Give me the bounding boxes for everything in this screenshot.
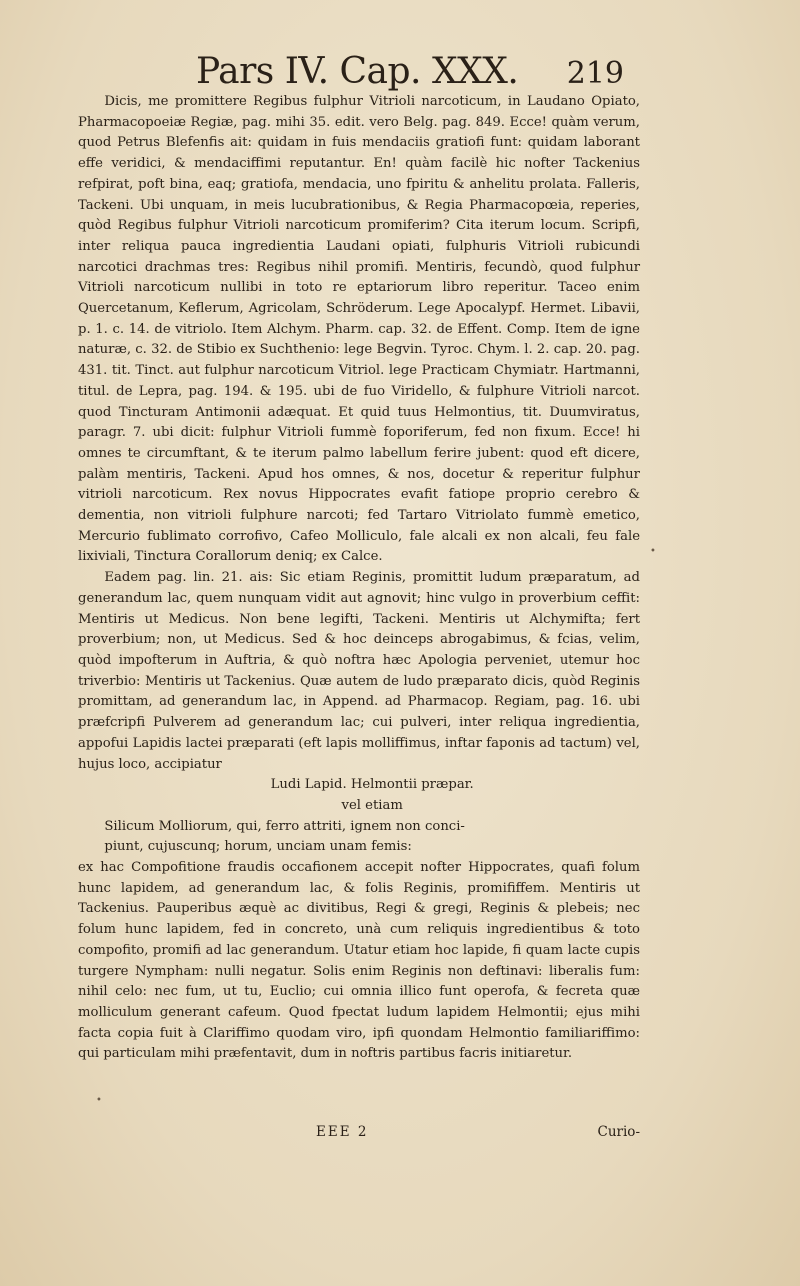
page-footer xyxy=(78,1124,640,1144)
closing-paragraph: ex hac Compofitione fraudis occafionem accepit nofter Hippocrates, quafi folum hunc lapidem, ad generandum lac, & folis Reginis, promififfem. Mentiris ut Tackenius. Pauperibus æquè ac divitibus, Regi & gregi, Reginis & plebeis; nec folum hunc lapidem, fed in concreto, unà cum reliquis ingredientibus & toto compofito, promifi ad lac generandum. Utatur etiam hoc lapide, fi quam lacte cupis turgere Nympham: nulli negatur. Solis enim Reginis non deftinavi: liberalis fum: nihil celo: nec fum, ut tu, Euclio; cui omnia illico funt operofa, & fecreta quæ molliculum generant cafeum. Quod fpectat ludum lapidem Helmontii; ejus mihi facta copia fuit à Clariffimo quodam viro, ipfi quondam Helmontio familiariffimo: qui particulam mihi præfentavit, dum in noftris partibus facris initiaretur. xyxy=(78,860,640,1062)
recipe-line-1: Ludi Lapid. Helmontii præpar. xyxy=(270,777,474,793)
paragraph-1: Dicis, me promittere Regibus fulphur Vitrioli narcoticum, in Laudano Opiato, Pharmacopoeiæ Regiæ, pag. mihi 35. edit. vero Belg. pag. 849. Ecce! quàm verum, quod Petrus Blefenfis ait: quidam in fuis mendaciis gratiofi funt: quidam laborant effe veridici, & mendaciffimi reputantur. En! quàm facilè hic nofter Tackenius refpirat, poft bina, eaq; gratiofa, mendacia, uno fpiritu & anhelitu prolata. Falleris, Tackeni. Ubi unquam, in meis lucubrationibus, & Regia Pharmacopœia, reperies, quòd Regibus fulphur Vitrioli narcoticum promiferim? Cita iterum locum. Scripfi, inter reliqua pauca ingredientia Laudani opiati, fulphuris Vitrioli rubicundi narcotici drachmas tres: Regibus nihil promifi. Mentiris, fecundò, quod fulphur Vitrioli narcoticum nullibi in toto re eptariorum libro reperitur. Taceo enim Quercetanum, Keflerum, Agricolam, Schröderum. Lege Apocalypf. Hermet. Libavii, p. 1. c. 14. de vitriolo. Item Alchym. Pharm. cap. 32. de Effent. Comp. Item de igne naturæ, c. 32. de Stibio ex Suchthenio: lege Begvin. Tyroc. Chym. l. 2. cap. 20. pag. 431. tit. Tinct. aut fulphur narcoticum Vitriol. lege Practicam Chymiatr. Hartmanni, titul. de Lepra, pag. 194. & 195. ubi de fuo Viridello, & fulphure Vitrioli narcot. quod Tincturam Antimonii adæquat. Et quid tuus Helmontius, tit. Duumviratus, paragr. 7. ubi dicit: fulphur Vitrioli fummè foporiferum, fed non fixum. Ecce! hi omnes te circumftant, & te iterum palmo labellum ferire jubent: quod eft dicere, palàm mentiris, Tackeni. Apud hos omnes, & nos, docetur & reperitur fulphur vitrioli narcoticum. Rex novus Hippocrates evafit fatiope proprio cerebro & dementia, non vitrioli fulphure narcoti; fed Tartaro Vitriolato fummè emetico, Mercurio fublimato corrofivo, Cafeo Molliculo, fale alcali ex non alcali, feu fale lixiviali, Tinctura Corallorum deniq; ex Calce. xyxy=(78,94,640,565)
page-header xyxy=(196,50,624,94)
recipe-line-3: Silicum Molliorum, qui, ferro attriti, ignem non conci- xyxy=(104,818,465,834)
signature-mark: EEE 2 xyxy=(316,1124,369,1140)
recipe-line-2: vel etiam xyxy=(341,797,403,813)
margin-dot-mark: • xyxy=(96,1095,102,1106)
catchword: Curio- xyxy=(597,1124,640,1140)
margin-dot-mark: • xyxy=(650,546,656,557)
recipe-line-4: piunt, cujuscunq; horum, unciam unam femis: xyxy=(104,839,412,855)
page-number: 219 xyxy=(566,56,624,91)
body-text xyxy=(78,92,640,1065)
running-title: Pars IV. Cap. XXX. xyxy=(196,51,519,92)
paragraph-2: Eadem pag. lin. 21. ais: Sic etiam Reginis, promittit ludum præparatum, ad generandum lac, quem nunquam vidit aut agnovit; hinc vulgo in proverbium ceffit: Mentiris ut Medicus. Non bene legifti, Tackeni. Mentiris ut Alchymifta; fert proverbium; non, ut Medicus. Sed & hoc deinceps abrogabimus, & fcias, velim, quòd impofterum in Auftria, & quò noftra hæc Apologia perveniet, utemur hoc triverbio: Mentiris ut Tackenius. Quæ autem de ludo præparato dicis, quòd Reginis promittam, ad generandum lac, in Append. ad Pharmacop. Regiam, pag. 16. ubi præfcripfi Pulverem ad generandum lac; cui pulveri, inter reliqua ingredientia, appofui Lapidis lactei præparati (eft lapis molliffimus, inftar faponis ad tactum) vel, hujus loco, accipiatur xyxy=(78,570,640,772)
